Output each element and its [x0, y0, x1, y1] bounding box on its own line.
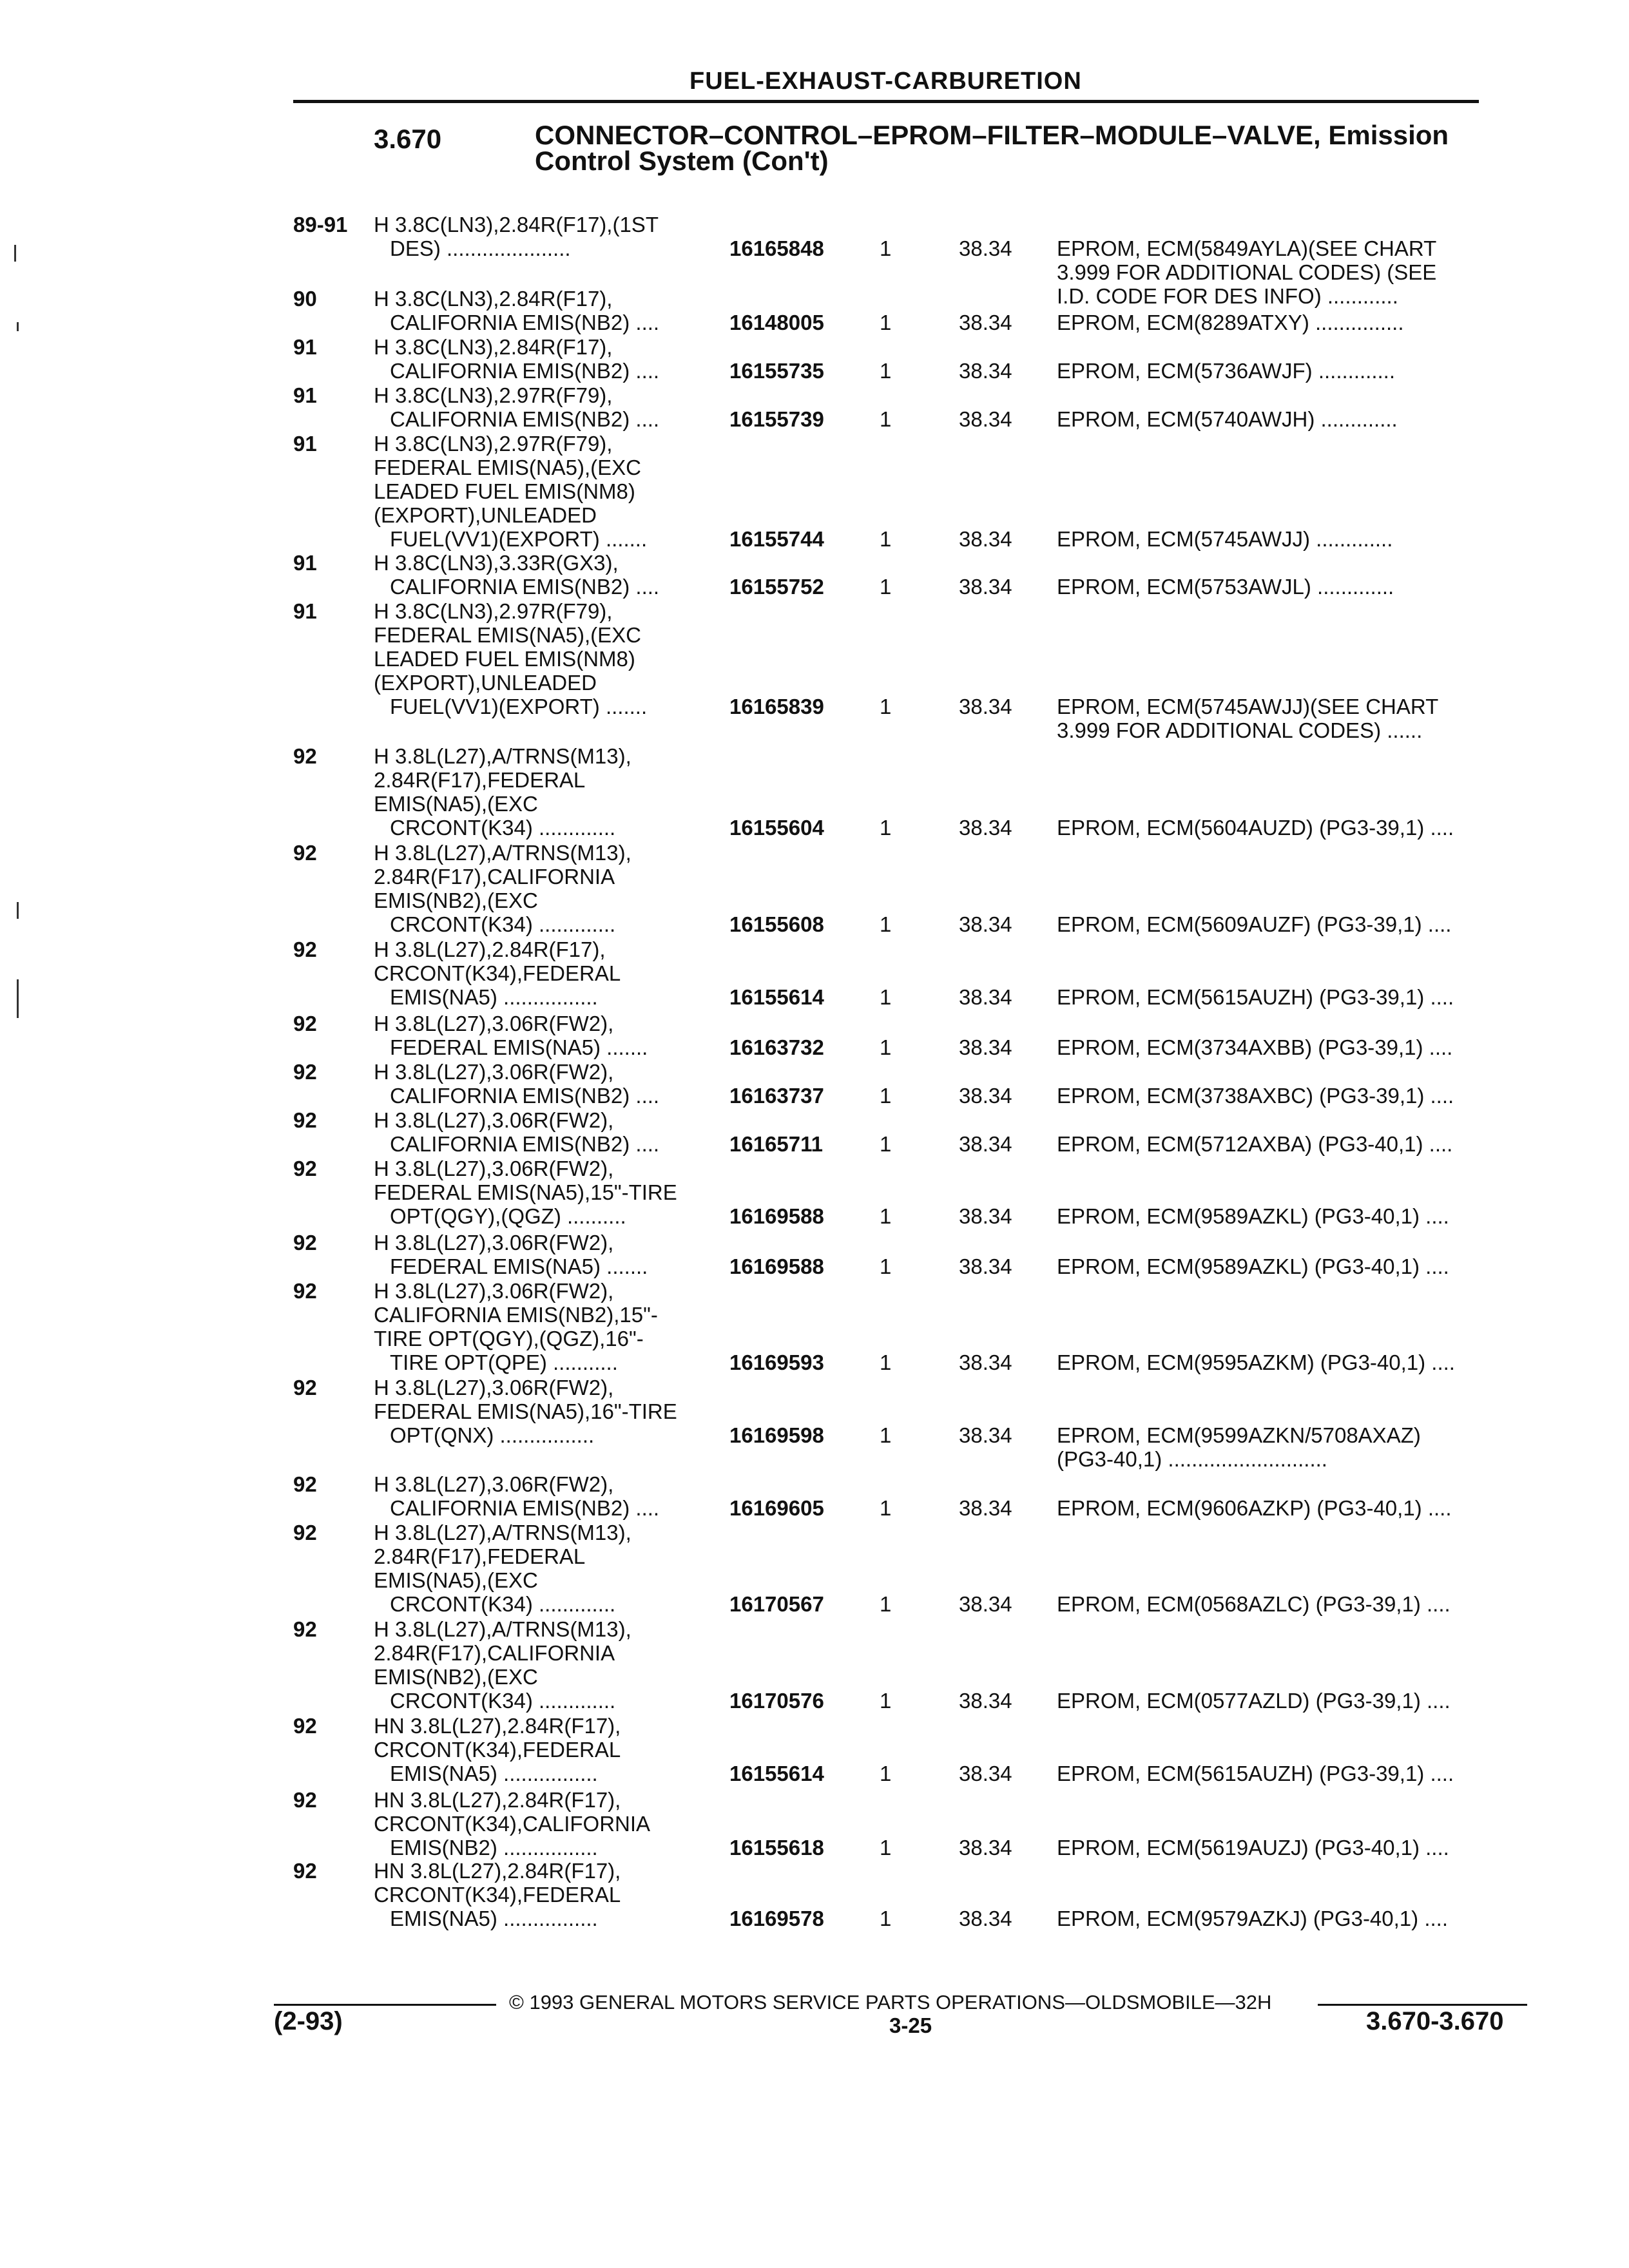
- part-number: 16155744: [729, 527, 824, 551]
- application-last-line: CRCONT(K34) .............: [390, 816, 616, 840]
- quantity: 1: [880, 407, 892, 431]
- model-year: 91: [293, 383, 317, 407]
- illustration-group: 38.34: [959, 912, 1012, 936]
- part-description: EPROM, ECM(9589AZKL) (PG3-40,1) ....: [1057, 1204, 1449, 1228]
- part-number: 16163737: [729, 1084, 824, 1108]
- illustration-group: 38.34: [959, 311, 1012, 334]
- illustration-group: 38.34: [959, 359, 1012, 383]
- application-description: H 3.8L(L27),3.06R(FW2),: [374, 1231, 614, 1254]
- model-year: 92: [293, 1617, 317, 1641]
- part-description: EPROM, ECM(9589AZKL) (PG3-40,1) ....: [1057, 1254, 1449, 1278]
- quantity: 1: [880, 236, 892, 260]
- part-description: EPROM, ECM(5736AWJF) .............: [1057, 359, 1396, 383]
- application-last-line: EMIS(NA5) ................: [390, 1762, 598, 1785]
- illustration-group: 38.34: [959, 816, 1012, 840]
- application-description: H 3.8L(L27),3.06R(FW2), CALIFORNIA EMIS(NB2),15"- TIRE OPT(QGY),(QGZ),16"-: [374, 1279, 658, 1350]
- model-year: 92: [293, 1108, 317, 1132]
- application-description: H 3.8C(LN3),2.84R(F17),: [374, 287, 613, 311]
- part-number: 16155614: [729, 1762, 824, 1785]
- quantity: 1: [880, 1423, 892, 1447]
- model-year: 92: [293, 1279, 317, 1303]
- illustration-group: 38.34: [959, 1592, 1012, 1616]
- application-description: H 3.8L(L27),3.06R(FW2), FEDERAL EMIS(NA5),15"-TIRE: [374, 1157, 677, 1204]
- quantity: 1: [880, 1035, 892, 1059]
- group-title: CONNECTOR–CONTROL–EPROM–FILTER–MODULE–VALVE, Emission Control System (Con't): [535, 120, 1449, 176]
- application-last-line: OPT(QGY),(QGZ) ..........: [390, 1204, 626, 1228]
- part-number: 16155618: [729, 1836, 824, 1860]
- quantity: 1: [880, 1689, 892, 1713]
- part-description: EPROM, ECM(0577AZLD) (PG3-39,1) ....: [1057, 1689, 1451, 1713]
- model-year: 92: [293, 1231, 317, 1254]
- quantity: 1: [880, 695, 892, 718]
- part-description: EPROM, ECM(5615AUZH) (PG3-39,1) ....: [1057, 1762, 1454, 1785]
- part-number: 16155739: [729, 407, 824, 431]
- part-description: EPROM, ECM(5609AUZF) (PG3-39,1) ....: [1057, 912, 1452, 936]
- part-description: EPROM, ECM(5745AWJJ)(SEE CHART 3.999 FOR ADDITIONAL CODES) ......: [1057, 695, 1439, 742]
- illustration-group: 38.34: [959, 575, 1012, 599]
- application-last-line: CALIFORNIA EMIS(NB2) ....: [390, 1132, 660, 1156]
- illustration-group: 38.34: [959, 1084, 1012, 1108]
- part-number: 16163732: [729, 1035, 824, 1059]
- model-year: 91: [293, 551, 317, 575]
- application-description: H 3.8L(L27),A/TRNS(M13), 2.84R(F17),FEDERAL EMIS(NA5),(EXC: [374, 744, 631, 816]
- model-year: 92: [293, 937, 317, 961]
- footer-rule-right: [1318, 2004, 1527, 2006]
- application-description: H 3.8L(L27),3.06R(FW2),: [374, 1108, 614, 1132]
- group-number: 3.670: [374, 124, 442, 154]
- part-description: EPROM, ECM(9595AZKM) (PG3-40,1) ....: [1057, 1350, 1455, 1374]
- illustration-group: 38.34: [959, 1496, 1012, 1520]
- illustration-group: 38.34: [959, 695, 1012, 718]
- application-last-line: EMIS(NA5) ................: [390, 985, 598, 1009]
- illustration-group: 38.34: [959, 1836, 1012, 1860]
- application-last-line: OPT(QNX) ................: [390, 1423, 595, 1447]
- part-number: 16169593: [729, 1350, 824, 1374]
- part-number: 16170576: [729, 1689, 824, 1713]
- part-number: 16170567: [729, 1592, 824, 1616]
- application-last-line: CRCONT(K34) .............: [390, 1592, 616, 1616]
- application-last-line: TIRE OPT(QPE) ...........: [390, 1350, 618, 1374]
- quantity: 1: [880, 1907, 892, 1930]
- application-last-line: CALIFORNIA EMIS(NB2) ....: [390, 1084, 660, 1108]
- application-last-line: FEDERAL EMIS(NA5) .......: [390, 1035, 648, 1059]
- part-number: 16165848: [729, 236, 824, 260]
- copyright: © 1993 GENERAL MOTORS SERVICE PARTS OPERATIONS—OLDSMOBILE—32H: [509, 1991, 1272, 2013]
- part-number: 16165839: [729, 695, 824, 718]
- application-description: H 3.8C(LN3),2.97R(F79),: [374, 383, 613, 407]
- application-description: H 3.8L(L27),2.84R(F17), CRCONT(K34),FEDERAL: [374, 937, 621, 985]
- application-description: H 3.8L(L27),3.06R(FW2),: [374, 1012, 614, 1035]
- application-description: H 3.8C(LN3),2.97R(F79), FEDERAL EMIS(NA5),(EXC LEADED FUEL EMIS(NM8) (EXPORT),UNLEADED: [374, 599, 642, 695]
- part-number: 16155608: [729, 912, 824, 936]
- application-description: HN 3.8L(L27),2.84R(F17), CRCONT(K34),FEDERAL: [374, 1714, 621, 1762]
- footer-rule-left: [274, 2004, 496, 2006]
- illustration-group: 38.34: [959, 1035, 1012, 1059]
- scan-mark: [14, 245, 16, 262]
- application-description: H 3.8L(L27),3.06R(FW2),: [374, 1060, 614, 1084]
- application-description: H 3.8L(L27),A/TRNS(M13), 2.84R(F17),FEDERAL EMIS(NA5),(EXC: [374, 1521, 631, 1592]
- illustration-group: 38.34: [959, 985, 1012, 1009]
- application-description: HN 3.8L(L27),2.84R(F17), CRCONT(K34),CALIFORNIA: [374, 1788, 651, 1836]
- part-number: 16169598: [729, 1423, 824, 1447]
- application-last-line: FUEL(VV1)(EXPORT) .......: [390, 695, 648, 718]
- application-last-line: DES) .....................: [390, 236, 571, 260]
- part-description: EPROM, ECM(3734AXBB) (PG3-39,1) ....: [1057, 1035, 1453, 1059]
- page-number: 3-25: [889, 2013, 932, 2037]
- model-year: 92: [293, 744, 317, 768]
- application-description: H 3.8C(LN3),3.33R(GX3),: [374, 551, 619, 575]
- part-description: EPROM, ECM(9599AZKN/5708AXAZ) (PG3-40,1) ...........................: [1057, 1423, 1421, 1471]
- part-number: 16169605: [729, 1496, 824, 1520]
- scan-mark: [17, 322, 19, 331]
- application-description: H 3.8L(L27),3.06R(FW2), FEDERAL EMIS(NA5),16"-TIRE: [374, 1376, 677, 1423]
- application-last-line: CRCONT(K34) .............: [390, 1689, 616, 1713]
- illustration-group: 38.34: [959, 1204, 1012, 1228]
- part-description: EPROM, ECM(5615AUZH) (PG3-39,1) ....: [1057, 985, 1454, 1009]
- part-number: 16148005: [729, 311, 824, 334]
- application-last-line: FEDERAL EMIS(NA5) .......: [390, 1254, 648, 1278]
- model-year: 92: [293, 1472, 317, 1496]
- model-year: 90: [293, 287, 317, 311]
- application-last-line: CALIFORNIA EMIS(NB2) ....: [390, 407, 660, 431]
- part-description: EPROM, ECM(8289ATXY) ...............: [1057, 311, 1404, 334]
- application-description: H 3.8L(L27),A/TRNS(M13), 2.84R(F17),CALIFORNIA EMIS(NB2),(EXC: [374, 1617, 631, 1689]
- application-last-line: EMIS(NA5) ................: [390, 1907, 598, 1930]
- part-number: 16169588: [729, 1254, 824, 1278]
- quantity: 1: [880, 575, 892, 599]
- illustration-group: 38.34: [959, 1132, 1012, 1156]
- application-last-line: CALIFORNIA EMIS(NB2) ....: [390, 1496, 660, 1520]
- model-year: 92: [293, 1859, 317, 1883]
- model-year: 91: [293, 599, 317, 623]
- quantity: 1: [880, 1762, 892, 1785]
- illustration-group: 38.34: [959, 527, 1012, 551]
- part-number: 16155735: [729, 359, 824, 383]
- scan-mark: [17, 979, 19, 1018]
- part-description: EPROM, ECM(5849AYLA)(SEE CHART 3.999 FOR ADDITIONAL CODES) (SEE I.D. CODE FOR DES INFO) ............: [1057, 236, 1437, 308]
- quantity: 1: [880, 1132, 892, 1156]
- quantity: 1: [880, 311, 892, 334]
- part-description: EPROM, ECM(5712AXBA) (PG3-40,1) ....: [1057, 1132, 1453, 1156]
- model-year: 92: [293, 1521, 317, 1544]
- illustration-group: 38.34: [959, 1254, 1012, 1278]
- quantity: 1: [880, 527, 892, 551]
- model-year: 89-91: [293, 213, 348, 236]
- application-description: H 3.8C(LN3),2.84R(F17),(1ST: [374, 213, 659, 236]
- illustration-group: 38.34: [959, 1350, 1012, 1374]
- application-last-line: CALIFORNIA EMIS(NB2) ....: [390, 575, 660, 599]
- part-number: 16155614: [729, 985, 824, 1009]
- model-year: 92: [293, 1012, 317, 1035]
- application-last-line: FUEL(VV1)(EXPORT) .......: [390, 527, 648, 551]
- quantity: 1: [880, 1496, 892, 1520]
- model-year: 92: [293, 1714, 317, 1738]
- application-description: H 3.8C(LN3),2.84R(F17),: [374, 335, 613, 359]
- application-description: H 3.8C(LN3),2.97R(F79), FEDERAL EMIS(NA5),(EXC LEADED FUEL EMIS(NM8) (EXPORT),UNLEADED: [374, 432, 642, 527]
- quantity: 1: [880, 359, 892, 383]
- quantity: 1: [880, 1350, 892, 1374]
- application-description: H 3.8L(L27),A/TRNS(M13), 2.84R(F17),CALIFORNIA EMIS(NB2),(EXC: [374, 841, 631, 912]
- illustration-group: 38.34: [959, 236, 1012, 260]
- part-description: EPROM, ECM(9606AZKP) (PG3-40,1) ....: [1057, 1496, 1452, 1520]
- part-number: 16155752: [729, 575, 824, 599]
- quantity: 1: [880, 1254, 892, 1278]
- model-year: 92: [293, 1376, 317, 1399]
- section-title: FUEL-EXHAUST-CARBURETION: [689, 68, 1082, 95]
- quantity: 1: [880, 1592, 892, 1616]
- illustration-group: 38.34: [959, 1423, 1012, 1447]
- illustration-group: 38.34: [959, 407, 1012, 431]
- part-description: EPROM, ECM(5745AWJJ) .............: [1057, 527, 1393, 551]
- application-description: HN 3.8L(L27),2.84R(F17), CRCONT(K34),FEDERAL: [374, 1859, 621, 1907]
- application-last-line: EMIS(NB2) ................: [390, 1836, 598, 1860]
- scan-mark: [17, 902, 19, 919]
- part-description: EPROM, ECM(5740AWJH) .............: [1057, 407, 1398, 431]
- model-year: 92: [293, 841, 317, 865]
- part-description: EPROM, ECM(0568AZLC) (PG3-39,1) ....: [1057, 1592, 1451, 1616]
- application-last-line: CRCONT(K34) .............: [390, 912, 616, 936]
- quantity: 1: [880, 985, 892, 1009]
- part-description: EPROM, ECM(9579AZKJ) (PG3-40,1) ....: [1057, 1907, 1448, 1930]
- illustration-group: 38.34: [959, 1689, 1012, 1713]
- quantity: 1: [880, 1084, 892, 1108]
- group-range: 3.670-3.670: [1366, 2007, 1504, 2035]
- part-number: 16155604: [729, 816, 824, 840]
- part-number: 16169578: [729, 1907, 824, 1930]
- quantity: 1: [880, 816, 892, 840]
- model-year: 91: [293, 335, 317, 359]
- model-year: 92: [293, 1060, 317, 1084]
- model-year: 92: [293, 1157, 317, 1180]
- quantity: 1: [880, 1204, 892, 1228]
- part-description: EPROM, ECM(3738AXBC) (PG3-39,1) ....: [1057, 1084, 1454, 1108]
- illustration-group: 38.34: [959, 1762, 1012, 1785]
- part-description: EPROM, ECM(5619AUZJ) (PG3-40,1) ....: [1057, 1836, 1449, 1860]
- part-number: 16165711: [729, 1132, 824, 1156]
- illustration-group: 38.34: [959, 1907, 1012, 1930]
- quantity: 1: [880, 1836, 892, 1860]
- application-last-line: CALIFORNIA EMIS(NB2) ....: [390, 311, 660, 334]
- model-year: 92: [293, 1788, 317, 1812]
- application-last-line: CALIFORNIA EMIS(NB2) ....: [390, 359, 660, 383]
- part-description: EPROM, ECM(5753AWJL) .............: [1057, 575, 1394, 599]
- part-number: 16169588: [729, 1204, 824, 1228]
- revision-date: (2-93): [274, 2007, 343, 2035]
- quantity: 1: [880, 912, 892, 936]
- part-description: EPROM, ECM(5604AUZD) (PG3-39,1) ....: [1057, 816, 1454, 840]
- application-description: H 3.8L(L27),3.06R(FW2),: [374, 1472, 614, 1496]
- model-year: 91: [293, 432, 317, 456]
